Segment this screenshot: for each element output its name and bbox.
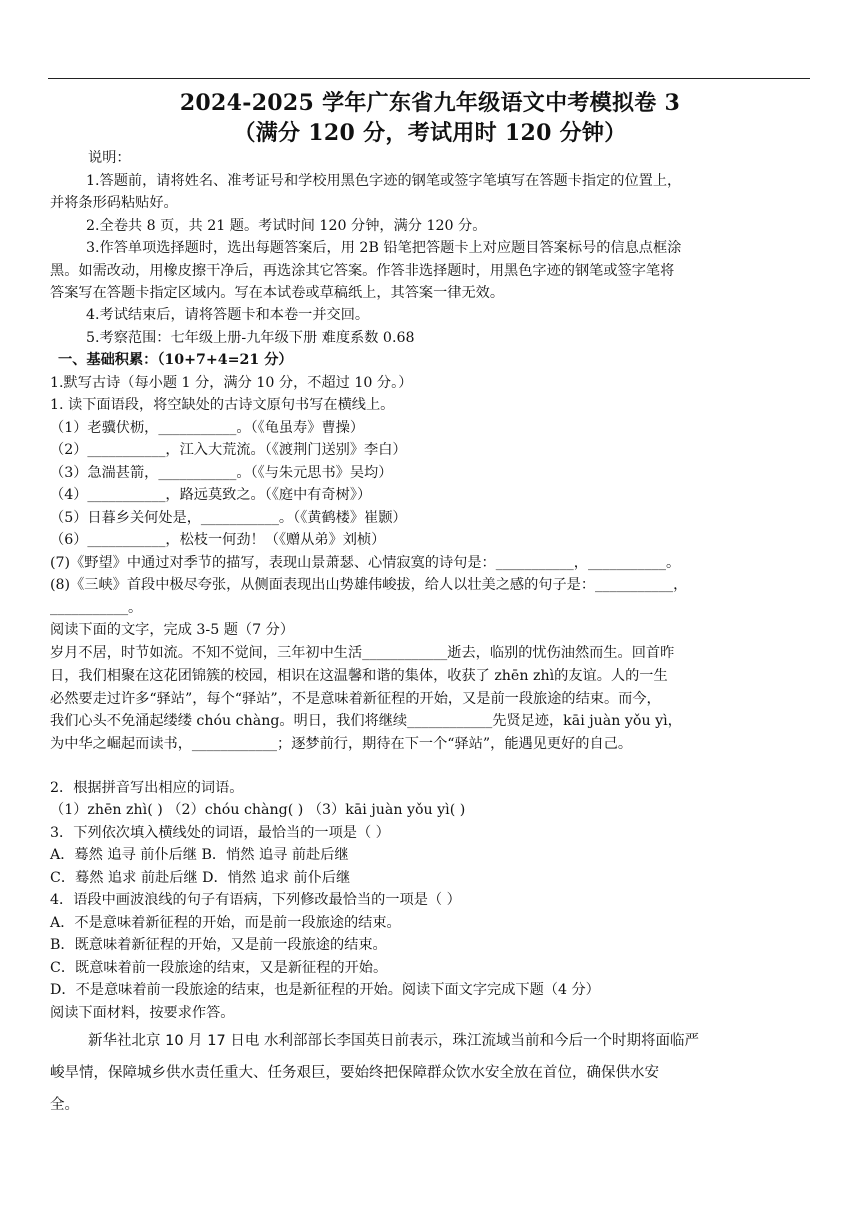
question-line: 4．语段中画波浪线的句子有语病，下列修改最恰当的一项是（ ） xyxy=(50,892,461,908)
passage-line: 我们心头不免涌起缕缕 chóu chàng。明日，我们将继续____________先贤足迹，kāi juàn yǒu yì， xyxy=(50,713,682,729)
option-line: C．蓦然 追求 前赴后继 D．悄然 追求 前仆后继 xyxy=(50,870,351,886)
instruction-line: 2.全卷共 8 页，共 21 题。考试时间 120 分钟，满分 120 分。 xyxy=(86,218,487,234)
exam-title: 2024-2025 学年广东省九年级语文中考模拟卷 3 xyxy=(179,90,681,116)
section-heading: 一、基础积累：（10+7+4=21 分） xyxy=(58,352,293,368)
option-line: B．既意味着新征程的开始，又是前一段旅途的结束。 xyxy=(50,937,387,953)
instructions-heading: 说明： xyxy=(88,150,131,166)
question-line: 1.默写古诗（每小题 1 分，满分 10 分，不超过 10 分。） xyxy=(50,375,413,391)
passage-line: 日，我们相聚在这花团锦簇的校园，相识在这温馨和谐的集体，收获了 zhēn zhì的友谊。人的一生 xyxy=(50,668,668,684)
passage-line: 岁月不居，时节如流。不知不觉间，三年初中生活____________逝去，临别的忧伤油然而生。回首昨 xyxy=(50,645,675,661)
question-line: 3．下列依次填入横线处的词语，最恰当的一项是（ ） xyxy=(50,825,390,841)
poem-item: （2）___________，江入大荒流。（《渡荆门送别》李白） xyxy=(50,442,407,458)
poem-item: （6）___________，松枝一何劲！（《赠从弟》刘桢） xyxy=(50,532,386,548)
instruction-line: 4.考试结束后，请将答题卡和本卷一并交回。 xyxy=(86,307,370,323)
poem-item: (7)《野望》中通过对季节的描写，表现山景萧瑟、心情寂寞的诗句是：___________，___________。 xyxy=(50,555,681,571)
instruction-line: 3.作答单项选择题时，选出每题答案后，用 2B 铅笔把答题卡上对应题目答案标号的信息点框涂 xyxy=(86,240,682,256)
poem-item: （5）日暮乡关何处是，___________。（《黄鹤楼》崔颢） xyxy=(50,510,407,526)
instruction-line: 答案写在答题卡指定区域内。写在本试卷或草稿纸上，其答案一律无效。 xyxy=(50,285,505,301)
poem-item: （4）___________，路远莫致之。（《庭中有奇树》） xyxy=(50,487,372,503)
instruction-line: 黑。如需改动，用橡皮擦干净后，再选涂其它答案。作答非选择题时，用黑色字迹的钢笔或签字笔将 xyxy=(50,263,675,279)
reading-instruction: 阅读下面材料，按要求作答。 xyxy=(50,1005,235,1021)
option-line: D．不是意味着前一段旅途的结束，也是新征程的开始。阅读下面文字完成下题（4 分） xyxy=(50,982,600,998)
news-line: 全。 xyxy=(50,1097,79,1113)
question-line: 1. 读下面语段，将空缺处的古诗文原句书写在横线上。 xyxy=(50,397,395,413)
header-rule xyxy=(48,78,810,79)
instruction-line: 5.考察范围：七年级上册-九年级下册 难度系数 0.68 xyxy=(86,330,415,346)
option-line: A．不是意味着新征程的开始，而是前一段旅途的结束。 xyxy=(50,915,401,931)
option-line: C．既意味着前一段旅途的结束，又是新征程的开始。 xyxy=(50,960,388,976)
passage-line: 必然要走过许多“驿站”，每个“驿站”，不是意味着新征程的开始，又是前一段旅途的结束。而今， xyxy=(50,691,661,707)
option-line: A．蓦然 追寻 前仆后继 B．悄然 追寻 前赴后继 xyxy=(50,847,349,863)
instruction-line: 并将条形码粘贴好。 xyxy=(50,195,178,211)
poem-item: （3）急湍甚箭，___________。（《与朱元思书》吴均） xyxy=(50,465,393,481)
poem-item-continued: ___________。 xyxy=(50,600,143,616)
pinyin-items: （1）zhēn zhì( ) （2）chóu chàng( ) （3）kāi juàn yǒu yì( ) xyxy=(50,802,466,818)
exam-subtitle: （满分 120 分，考试用时 120 分钟） xyxy=(233,120,627,146)
instruction-line: 1.答题前，请将姓名、准考证号和学校用黑色字迹的钢笔或签字笔填写在答题卡指定的位置上， xyxy=(86,173,682,189)
poem-item: （1）老骥伏枥，___________。（《龟虽寿》曹操） xyxy=(50,420,365,436)
passage-line: 为中华之崛起而读书，____________；逐梦前行，期待在下一个“驿站”，能遇见更好的自己。 xyxy=(50,736,633,752)
poem-item: (8)《三峡》首段中极尽夸张，从侧面表现出山势雄伟峻拔，给人以壮美之感的句子是：___________， xyxy=(50,577,688,593)
news-line: 新华社北京 10 月 17 日电 水利部部长李国英日前表示，珠江流域当前和今后一个时期将面临严 xyxy=(88,1033,699,1049)
reading-heading: 阅读下面的文字，完成 3-5 题（7 分） xyxy=(50,622,295,638)
question-line: 2．根据拼音写出相应的词语。 xyxy=(50,780,244,796)
news-line: 峻旱情，保障城乡供水责任重大、任务艰巨，要始终把保障群众饮水安全放在首位，确保供水安 xyxy=(50,1065,659,1081)
